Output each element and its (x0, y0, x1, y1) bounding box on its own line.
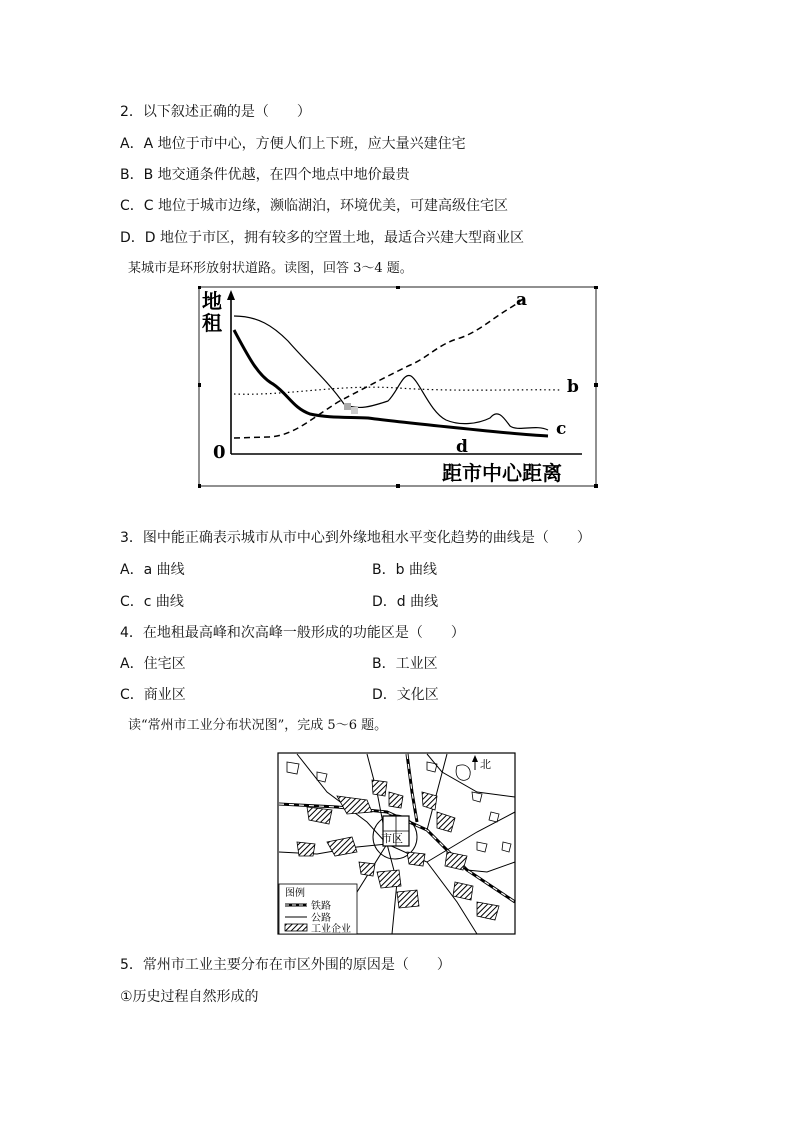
q4-option-c: C．商业区 (120, 687, 186, 703)
curve-label-d: d (456, 437, 468, 457)
chart-axes (227, 290, 582, 454)
land-rent-chart (198, 286, 598, 488)
q4-option-a: A．住宅区 (120, 656, 186, 672)
q3-option-d: D．d 曲线 (372, 594, 439, 610)
curve-c (234, 316, 548, 430)
q3-option-c: C．c 曲线 (120, 594, 184, 610)
changzhou-industry-map (277, 752, 517, 936)
curve-a (234, 296, 526, 438)
q4-option-b: B．工业区 (372, 656, 438, 672)
curve-label-b: b (567, 377, 579, 397)
q5-stem: 5．常州市工业主要分布在市区外围的原因是（ ） (120, 957, 451, 973)
x-axis-label: 距市中心距离 (442, 461, 562, 485)
q4-stem: 4．在地租最高峰和次高峰一般形成的功能区是（ ） (120, 625, 465, 641)
origin-label: 0 (213, 442, 226, 463)
intro-3-4: 某城市是环形放射状道路。读图，回答 3～4 题。 (128, 261, 413, 276)
city-label: 市区 (381, 832, 403, 845)
q4-option-d: D．文化区 (372, 687, 439, 703)
map-legend (279, 884, 357, 935)
q3-stem: 3．图中能正确表示城市从市中心到外缘地租水平变化趋势的曲线是（ ） (120, 530, 591, 546)
q2-stem: 2．以下叙述正确的是（ ） (120, 104, 311, 120)
q2-option-b: B．B 地交通条件优越，在四个地点中地价最贵 (120, 167, 410, 183)
city-center (381, 816, 409, 846)
q2-option-c: C．C 地位于城市边缘，濒临湖泊，环境优美，可建高级住宅区 (120, 198, 508, 214)
y-axis-label-2: 租 (202, 311, 222, 335)
legend-railway: 铁路 (311, 901, 331, 912)
q2-option-a: A．A 地位于市中心，方便人们上下班，应大量兴建住宅 (120, 136, 466, 152)
legend-title: 图例 (285, 888, 305, 899)
curve-label-a: a (516, 290, 528, 310)
north-indicator (472, 755, 491, 771)
legend-road: 公路 (311, 913, 331, 924)
q5-option-1: ①历史过程自然形成的 (120, 989, 259, 1005)
north-label: 北 (480, 758, 491, 771)
q3-option-a: A．a 曲线 (120, 562, 185, 578)
q3-option-b: B．b 曲线 (372, 562, 437, 578)
legend-industry: 工业企业 (311, 924, 351, 935)
y-axis-label-1: 地 (202, 289, 222, 313)
curve-label-c: c (556, 419, 567, 439)
curve-d (234, 330, 548, 436)
q2-option-d: D．D 地位于市区，拥有较多的空置土地，最适合兴建大型商业区 (120, 230, 525, 246)
intro-5-6: 读“常州市工业分布状况图”，完成 5～6 题。 (128, 718, 388, 733)
